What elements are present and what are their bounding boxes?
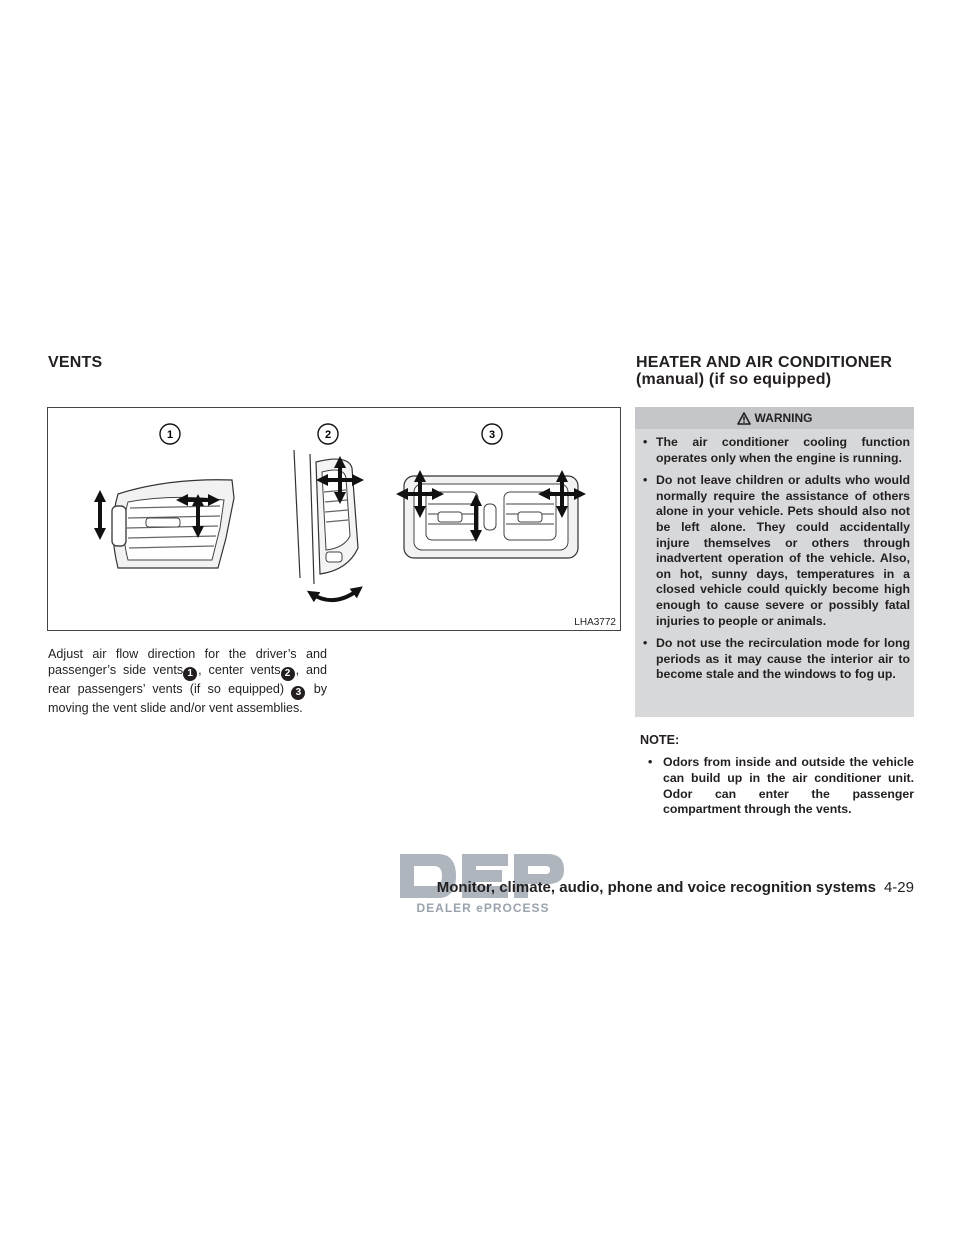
footer-section-title: Monitor, climate, audio, phone and voice recognition systems [436,879,876,896]
vents-description [48,646,327,717]
svg-text:1: 1 [166,429,174,441]
warning-item: • The air conditioner cooling function operates only when the engine is running. [643,435,910,466]
figure-code: LHA3772 [574,617,616,628]
warning-item: • Do not use the recirculation mode for long periods as it may cause the interior air to become stale and the windows to fog up. [643,636,910,683]
body-text-1: Adjust air flow direction for the driver’s and passenger’s side vents [48,646,327,677]
warning-header [635,407,914,429]
callout-ref-3: 3 [291,686,305,700]
note-item: • Odors from inside and outside the vehicle can build up in the air conditioner unit. Odor can enter the passenger compartment through the vents. [648,755,914,818]
callout-3 [482,424,502,444]
center-vent-drawing [294,450,358,600]
section-heading-vents: VENTS [48,354,103,371]
warning-item: • Do not leave children or adults who would normally require the assistance of others alone in your vehicle. Pets should also not be left alone. They could accidentally injure themselves or others through inadvertent operation of the vehicle. Also, on hot, sunny days, temperatures in a closed vehicle could quickly become high enough to cause severe or possibly fatal injuries to people or animals. [643,473,910,629]
page-footer [437,879,914,896]
vents-diagram [48,408,622,632]
warning-box [635,407,914,717]
body-text-2: , center vents [198,662,281,677]
callout-ref-1: 1 [183,667,197,681]
warning-icon [737,412,751,425]
callout-2 [318,424,338,444]
rear-vent-drawing [402,476,580,558]
svg-text:3: 3 [488,429,496,441]
body-text-4: by moving the vent slide and/or vent assemblies. [48,681,327,715]
body-text-3: , and rear passengers’ vents (if so equipped) [48,662,327,696]
warning-list [635,429,914,683]
vents-illustration [47,407,621,631]
svg-text:DEALER ePROCESS: DEALER ePROCESS [416,901,550,915]
svg-text:2: 2 [324,429,332,441]
section-heading-heater: HEATER AND AIR CONDITIONER (manual) (if so equipped) [636,354,893,388]
page-number: 4-29 [883,879,914,896]
callout-ref-2: 2 [281,667,295,681]
callout-1 [160,424,180,444]
warning-title: WARNING [754,411,813,425]
side-vent-drawing [100,480,234,568]
note-label: NOTE: [640,733,680,747]
